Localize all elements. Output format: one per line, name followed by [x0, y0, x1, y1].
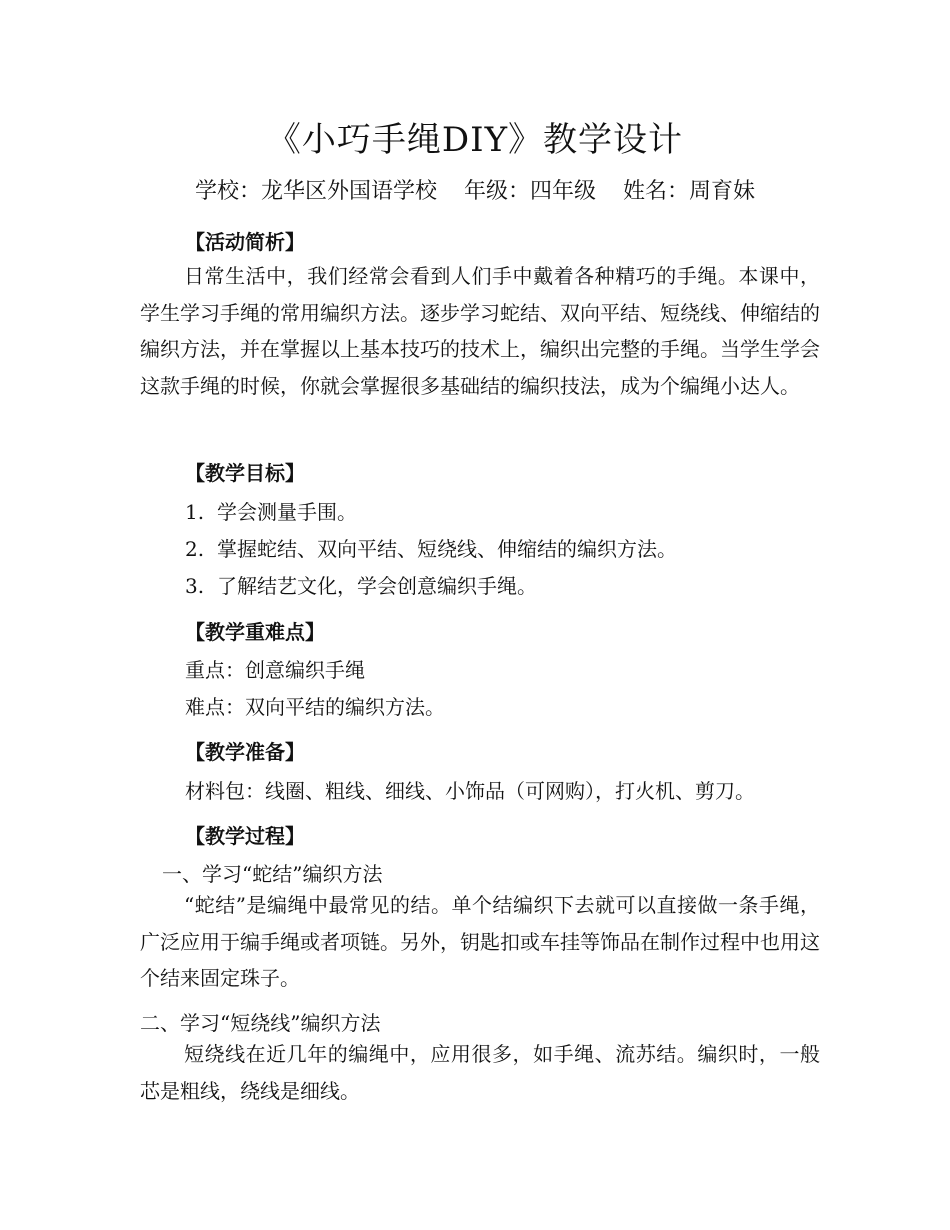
school-label: 学校：龙华区外国语学校	[194, 179, 437, 204]
goal-number: 3.	[185, 574, 205, 598]
goal-item	[185, 496, 357, 525]
step2-title: 二、学习“短绕线”编织方法	[140, 1011, 381, 1035]
step2-paragraph: 短绕线在近几年的编绳中，应用很多，如手绳、流苏结。编织时，一般芯是粗线，绕线是细线。	[140, 1042, 820, 1103]
grade-label: 年级：四年级	[463, 179, 596, 204]
step1-paragraph: “蛇结”是编绳中最常见的结。单个结编织下去就可以直接做一条手绳，广泛应用于编手绳或者项链。另外，钥匙扣或车挂等饰品在制作过程中也用这个结来固定珠子。	[140, 893, 820, 990]
goal-item	[185, 570, 537, 599]
goals-heading: 【教学目标】	[185, 461, 305, 485]
key-points-heading: 【教学重难点】	[185, 620, 325, 644]
step1-title: 一、学习“蛇结”编织方法	[162, 862, 383, 886]
difficulty-line: 难点：双向平结的编织方法。	[185, 695, 445, 719]
overview-paragraph: 日常生活中，我们经常会看到人们手中戴着各种精巧的手绳。本课中，学生学习手绳的常用编织方法。逐步学习蛇结、双向平结、短绕线、伸缩结的编织方法，并在掌握以上基本技巧的技术上，编织出完整的手绳。当学生学会这款手绳的时候，你就会掌握很多基础结的编织技法，成为个编绳小达人。	[140, 264, 820, 398]
name-label: 姓名：周育妹	[623, 179, 756, 204]
preparation-heading: 【教学准备】	[185, 740, 305, 764]
goal-text: 了解结艺文化，学会创意编织手绳。	[217, 574, 537, 598]
goal-number: 1.	[185, 500, 205, 524]
goal-text: 掌握蛇结、双向平结、短绕线、伸缩结的编织方法。	[217, 537, 677, 561]
process-heading: 【教学过程】	[185, 824, 305, 848]
goal-item	[185, 533, 677, 562]
author-info	[0, 174, 950, 205]
preparation-text: 材料包：线圈、粗线、细线、小饰品（可网购），打火机、剪刀。	[185, 779, 755, 803]
goal-text: 学会测量手围。	[217, 500, 357, 524]
focus-line: 重点：创意编织手绳	[185, 658, 365, 682]
goal-number: 2.	[185, 537, 205, 561]
document-title: 《小巧手绳DIY》教学设计	[266, 120, 684, 160]
overview-heading: 【活动简析】	[185, 230, 305, 254]
